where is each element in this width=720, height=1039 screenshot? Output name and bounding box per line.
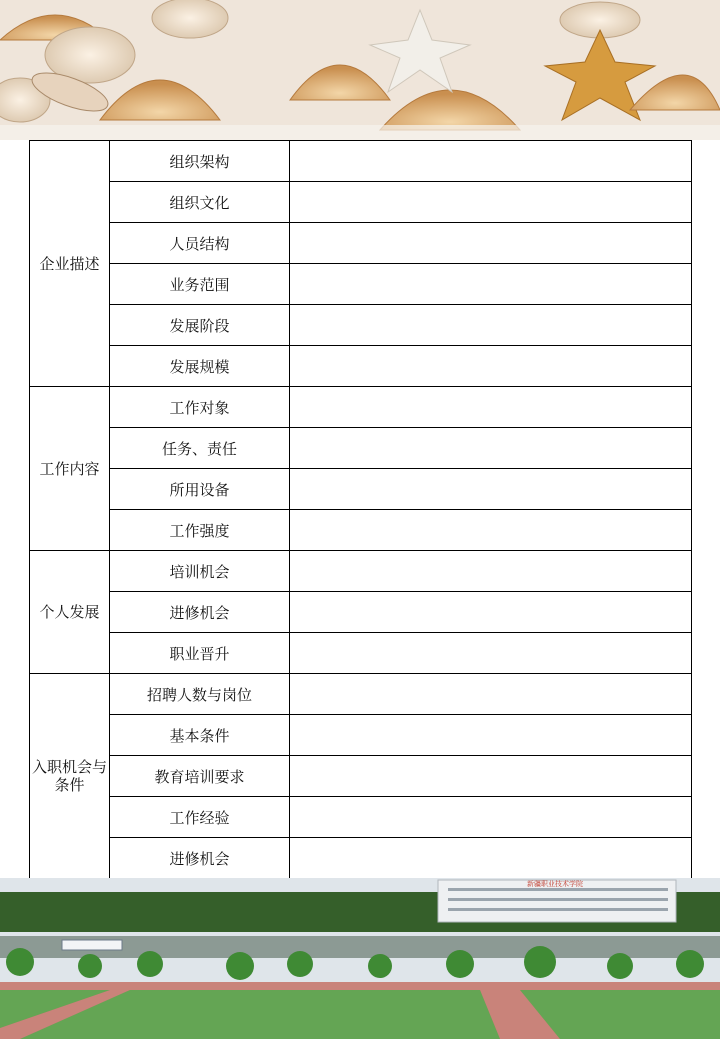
- item-value-cell[interactable]: [290, 592, 692, 633]
- table-row: [30, 141, 692, 182]
- item-value-cell[interactable]: [290, 756, 692, 797]
- item-label-cell: 发展阶段: [110, 305, 290, 346]
- category-cell: 企业描述: [30, 141, 110, 387]
- campus-photo-banner: [0, 878, 720, 1039]
- item-value-cell[interactable]: [290, 469, 692, 510]
- table-row: [30, 346, 692, 387]
- item-label-cell: 工作经验: [110, 797, 290, 838]
- table-row: [30, 223, 692, 264]
- campus-illustration: [0, 878, 720, 1039]
- item-value-cell[interactable]: [290, 838, 692, 879]
- item-label-cell: 发展规模: [110, 346, 290, 387]
- item-value-cell[interactable]: [290, 510, 692, 551]
- item-value-cell[interactable]: [290, 674, 692, 715]
- item-label-cell: 基本条件: [110, 715, 290, 756]
- item-value-cell[interactable]: [290, 141, 692, 182]
- item-value-cell[interactable]: [290, 551, 692, 592]
- category-cell: 工作内容: [30, 387, 110, 551]
- category-cell: 入职机会与条件: [30, 674, 110, 879]
- item-value-cell[interactable]: [290, 797, 692, 838]
- item-value-cell[interactable]: [290, 715, 692, 756]
- category-cell: 个人发展: [30, 551, 110, 674]
- building-sign: 新疆职业技术学院: [527, 880, 583, 888]
- table-body: [30, 141, 692, 879]
- item-label-cell: 招聘人数与岗位: [110, 674, 290, 715]
- item-label-cell: 职业晋升: [110, 633, 290, 674]
- item-label-cell: 培训机会: [110, 551, 290, 592]
- table-row: [30, 756, 692, 797]
- table-row: [30, 592, 692, 633]
- seashell-banner-image: [0, 0, 720, 140]
- table-row: [30, 428, 692, 469]
- item-label-cell: 人员结构: [110, 223, 290, 264]
- item-label-cell: 进修机会: [110, 838, 290, 879]
- job-info-table: [29, 140, 692, 879]
- item-label-cell: 组织架构: [110, 141, 290, 182]
- table-row: [30, 305, 692, 346]
- item-label-cell: 业务范围: [110, 264, 290, 305]
- table-row: [30, 551, 692, 592]
- item-label-cell: 教育培训要求: [110, 756, 290, 797]
- item-value-cell[interactable]: [290, 633, 692, 674]
- item-value-cell[interactable]: [290, 387, 692, 428]
- table-row: [30, 510, 692, 551]
- table-row: [30, 182, 692, 223]
- table-row: [30, 469, 692, 510]
- item-value-cell[interactable]: [290, 346, 692, 387]
- item-value-cell[interactable]: [290, 264, 692, 305]
- item-label-cell: 组织文化: [110, 182, 290, 223]
- item-label-cell: 进修机会: [110, 592, 290, 633]
- item-value-cell[interactable]: [290, 223, 692, 264]
- table-row: [30, 387, 692, 428]
- table-row: [30, 674, 692, 715]
- table-row: [30, 264, 692, 305]
- table-row: [30, 797, 692, 838]
- seashell-illustration: [0, 0, 720, 140]
- item-label-cell: 所用设备: [110, 469, 290, 510]
- item-value-cell[interactable]: [290, 182, 692, 223]
- table-row: [30, 633, 692, 674]
- item-label-cell: 工作强度: [110, 510, 290, 551]
- item-value-cell[interactable]: [290, 305, 692, 346]
- table-row: [30, 715, 692, 756]
- table-row: [30, 838, 692, 879]
- item-label-cell: 工作对象: [110, 387, 290, 428]
- item-value-cell[interactable]: [290, 428, 692, 469]
- item-label-cell: 任务、责任: [110, 428, 290, 469]
